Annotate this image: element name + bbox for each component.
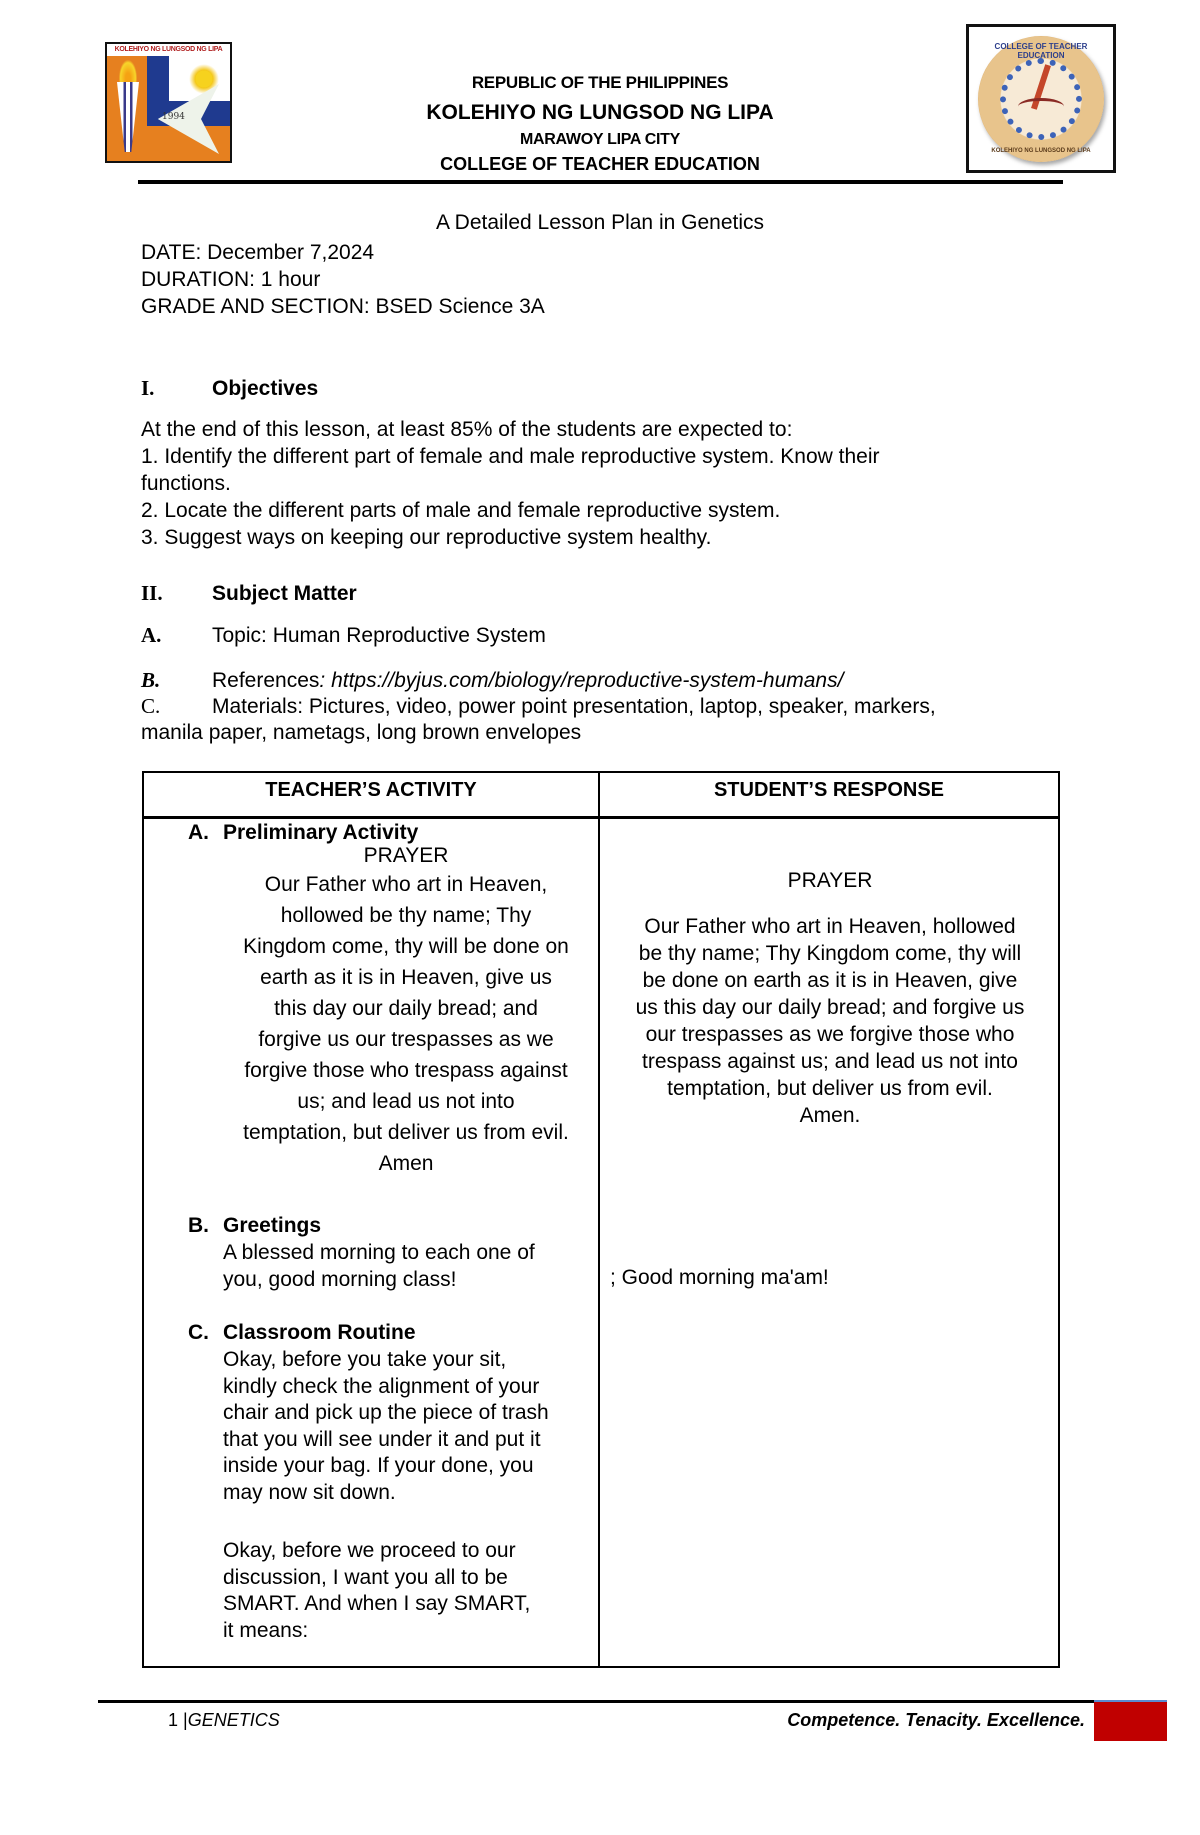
greeting-line: you, good morning class! bbox=[223, 1267, 457, 1291]
meta-grade-section: GRADE AND SECTION: BSED Science 3A bbox=[141, 295, 545, 318]
meta-date: DATE: December 7,2024 bbox=[141, 241, 375, 264]
preliminary-activity-heading bbox=[188, 820, 418, 847]
header-country: REPUBLIC OF THE PHILIPPINES bbox=[471, 73, 729, 92]
student-prayer-title: PRAYER bbox=[787, 869, 873, 892]
item-title: Classroom Routine bbox=[223, 1321, 416, 1344]
objectives-heading bbox=[141, 376, 318, 401]
materials-continued: manila paper, nametags, long brown envelopes bbox=[141, 721, 582, 744]
item-letter: A. bbox=[188, 821, 209, 844]
header-institution: KOLEHIYO NG LUNGSOD NG LIPA bbox=[426, 101, 774, 124]
header-location: MARAWOY LIPA CITY bbox=[520, 131, 680, 148]
prayer-line: trespass against us; and lead us not into bbox=[642, 1050, 1018, 1073]
meta-duration: DURATION: 1 hour bbox=[141, 268, 321, 291]
routine-line: discussion, I want you all to be bbox=[223, 1565, 508, 1589]
prayer-line: be thy name; Thy Kingdom come, thy will bbox=[638, 942, 1022, 965]
item-letter: B. bbox=[188, 1214, 209, 1237]
lesson-meta bbox=[141, 239, 545, 320]
cte-seal-icon bbox=[966, 24, 1116, 173]
item-letter: B. bbox=[141, 668, 161, 692]
prayer-line: temptation, but deliver us from evil. bbox=[667, 1077, 993, 1100]
routine-line: may now sit down. bbox=[223, 1480, 396, 1504]
student-prayer-text bbox=[602, 913, 1058, 1129]
lesson-activity-table bbox=[142, 771, 1060, 1668]
objectives-list bbox=[141, 416, 880, 551]
header-divider bbox=[138, 180, 1063, 184]
column-header-student: STUDENT’S RESPONSE bbox=[713, 779, 945, 801]
references-sep: : bbox=[319, 669, 332, 692]
classroom-routine-heading bbox=[188, 1320, 416, 1347]
item-title: Greetings bbox=[223, 1214, 322, 1237]
prayer-line: Our Father who art in Heaven, bbox=[264, 873, 548, 896]
references-label: References bbox=[212, 669, 320, 692]
prayer-line: us this day our daily bread; and forgive us bbox=[635, 996, 1025, 1019]
objective-item: 2. Locate the different parts of male and female reproductive system. bbox=[141, 499, 781, 522]
open-book-icon bbox=[1018, 98, 1064, 115]
section-title: Subject Matter bbox=[212, 582, 357, 605]
routine-line: it means: bbox=[223, 1618, 309, 1642]
prayer-line: be done on earth as it is in Heaven, give bbox=[642, 969, 1018, 992]
prayer-line: us; and lead us not into bbox=[297, 1090, 515, 1113]
reference-link[interactable]: https://byjus.com/biology/reproductive-system-humans/ bbox=[331, 669, 844, 692]
routine-line: inside your bag. If your done, you bbox=[223, 1454, 534, 1477]
footer-accent-block bbox=[1094, 1700, 1167, 1741]
prayer-line: Kingdom come, thy will be done on bbox=[243, 935, 569, 958]
routine-line: Okay, before you take your sit, bbox=[223, 1348, 507, 1371]
item-title: Preliminary Activity bbox=[223, 821, 419, 844]
subject-matter-heading bbox=[141, 581, 357, 606]
prayer-line: Our Father who art in Heaven, hollowed bbox=[644, 915, 1016, 938]
greetings-heading bbox=[188, 1213, 321, 1240]
objective-item: 1. Identify the different part of female and male reproductive system. Know their bbox=[141, 445, 880, 468]
seal-top-text: COLLEGE OF TEACHER EDUCATION bbox=[994, 42, 1088, 60]
logo-year: 1994 bbox=[162, 112, 185, 122]
routine-line: that you will see under it and put it bbox=[223, 1427, 541, 1451]
routine-line: kindly check the alignment of your bbox=[223, 1374, 540, 1398]
section-number: II. bbox=[141, 581, 163, 605]
prayer-line: forgive those who trespass against bbox=[244, 1059, 568, 1082]
teacher-prayer-title: PRAYER bbox=[363, 844, 449, 867]
greetings-text bbox=[223, 1240, 593, 1293]
footer-motto: Competence. Tenacity. Excellence. bbox=[787, 1710, 1085, 1730]
routine-paragraph-2 bbox=[223, 1538, 595, 1644]
references-line bbox=[141, 668, 843, 693]
page-separator: | bbox=[178, 1710, 188, 1730]
routine-line: Okay, before we proceed to our bbox=[223, 1539, 516, 1562]
topic-text: Topic: Human Reproductive System bbox=[212, 624, 546, 647]
column-divider bbox=[598, 773, 600, 1666]
header-row-divider bbox=[144, 816, 1058, 819]
page-number: 1 bbox=[168, 1710, 179, 1730]
prayer-line: temptation, but deliver us from evil. bbox=[243, 1121, 569, 1144]
objective-item: 3. Suggest ways on keeping our reproductive system healthy. bbox=[141, 526, 712, 549]
item-letter: C. bbox=[141, 694, 161, 718]
item-letter: A. bbox=[141, 623, 162, 647]
greeting-line: A blessed morning to each one of bbox=[223, 1241, 535, 1264]
seal-bottom-text: KOLEHIYO NG LUNGSOD NG LIPA bbox=[991, 148, 1091, 154]
prayer-line: Amen. bbox=[799, 1104, 861, 1127]
topic-line bbox=[141, 623, 546, 648]
footer-page-label bbox=[168, 1710, 280, 1731]
objectives-intro: At the end of this lesson, at least 85% of the students are expected to: bbox=[141, 418, 793, 441]
item-letter: C. bbox=[188, 1321, 209, 1344]
document-title: A Detailed Lesson Plan in Genetics bbox=[435, 211, 765, 234]
prayer-line: hollowed be thy name; Thy bbox=[280, 904, 532, 927]
logo-banner: KOLEHIYO NG LUNGSOD NG LIPA bbox=[107, 44, 230, 56]
materials-line bbox=[141, 694, 936, 719]
routine-paragraph-1 bbox=[223, 1347, 595, 1506]
seal-emblem bbox=[978, 36, 1104, 162]
column-header-teacher: TEACHER’S ACTIVITY bbox=[265, 779, 477, 801]
student-greeting-response: ; Good morning ma'am! bbox=[610, 1266, 829, 1289]
prayer-line: this day our daily bread; and bbox=[274, 997, 538, 1020]
header-college: COLLEGE OF TEACHER EDUCATION bbox=[440, 154, 760, 174]
section-title: Objectives bbox=[212, 377, 319, 400]
footer-subject: GENETICS bbox=[187, 1710, 280, 1730]
footer-divider bbox=[98, 1700, 1094, 1703]
materials-text: Materials: Pictures, video, power point presentation, laptop, speaker, markers, bbox=[212, 695, 936, 718]
prayer-line: our trespasses as we forgive those who bbox=[645, 1023, 1015, 1046]
objective-item: functions. bbox=[141, 472, 231, 495]
prayer-line: earth as it is in Heaven, give us bbox=[260, 966, 552, 989]
prayer-line: Amen bbox=[378, 1152, 434, 1175]
routine-line: SMART. And when I say SMART, bbox=[223, 1592, 531, 1615]
routine-line: chair and pick up the piece of trash bbox=[223, 1401, 549, 1424]
prayer-line: forgive us our trespasses as we bbox=[258, 1028, 554, 1051]
teacher-prayer-text bbox=[218, 869, 594, 1179]
section-number: I. bbox=[141, 376, 155, 400]
